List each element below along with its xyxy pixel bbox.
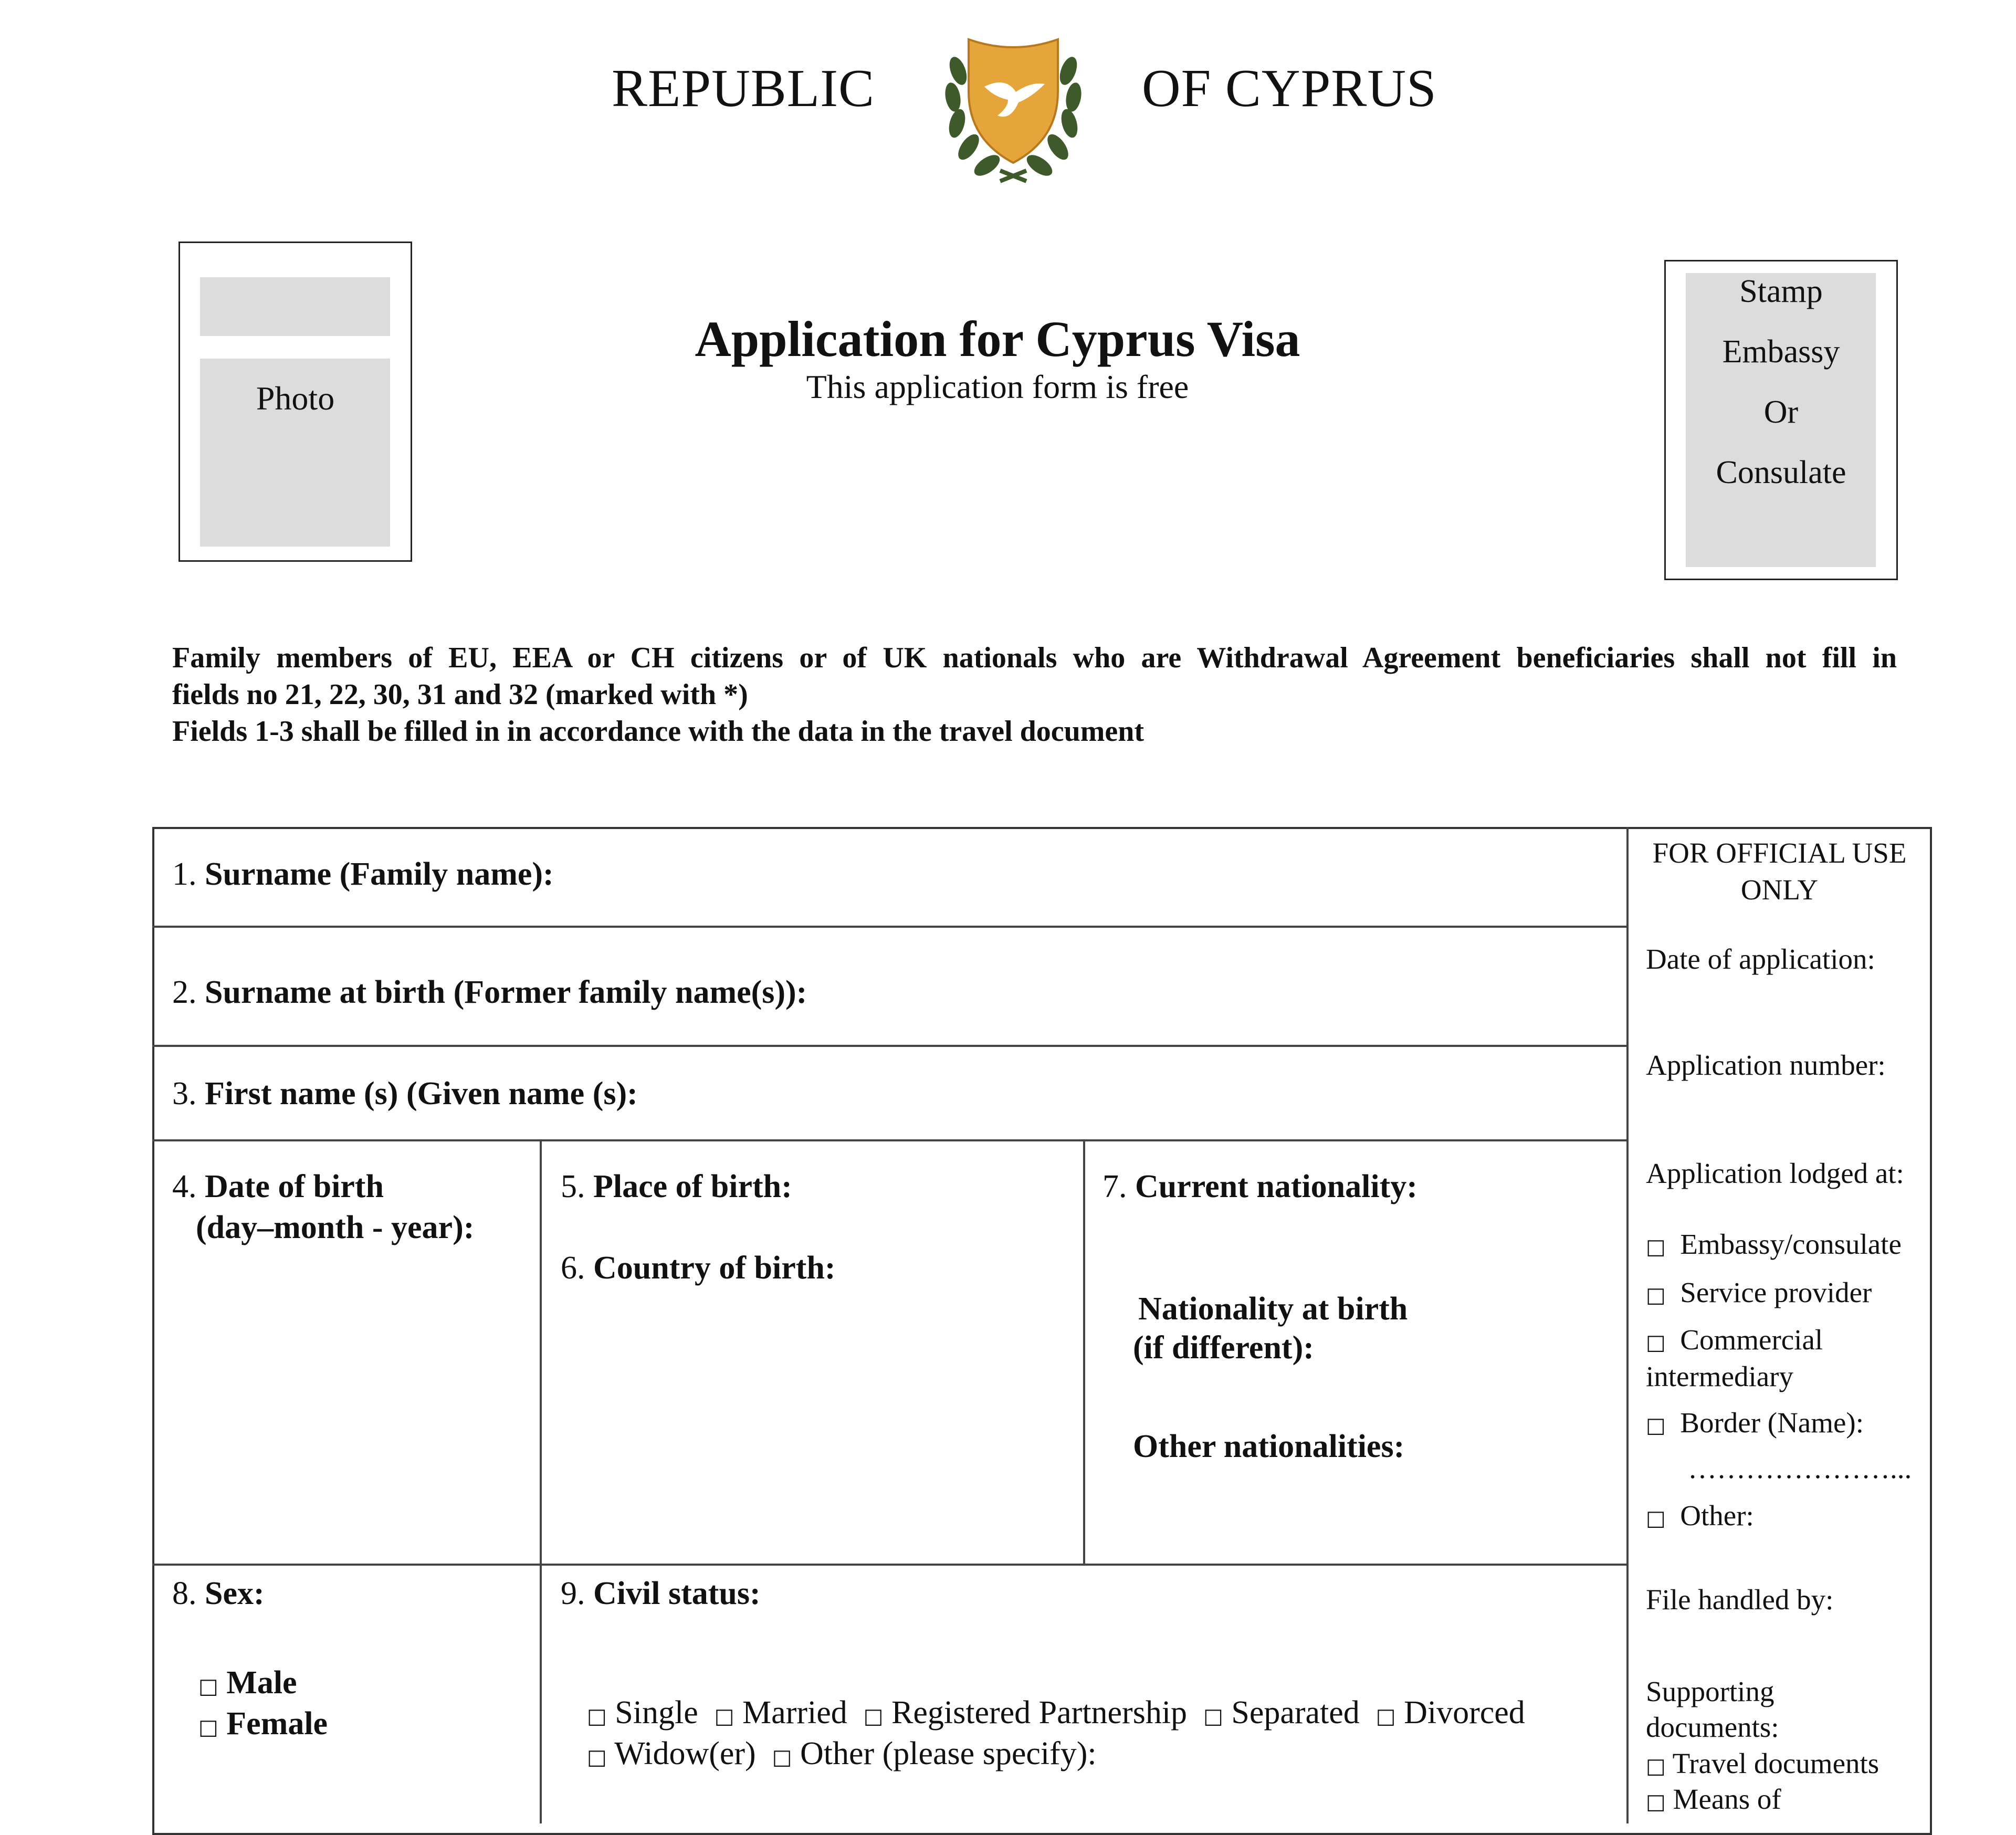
field-surname[interactable]: [172, 856, 554, 893]
field-num: 6.: [561, 1250, 585, 1286]
sex-option-female[interactable]: □ Female: [198, 1706, 328, 1742]
field-other-nationalities[interactable]: Other nationalities:: [1133, 1429, 1405, 1464]
checkbox-icon[interactable]: □: [1646, 1235, 1666, 1259]
civil-option-divorced[interactable]: □ Divorced: [1376, 1695, 1525, 1731]
note-line-3: Fields 1-3 shall be filled in in accordance with the data in the travel document: [172, 715, 1144, 748]
official-lodged-at: Application lodged at:: [1646, 1157, 1904, 1189]
supporting-option-travel-docs[interactable]: □ Travel documents: [1646, 1747, 1880, 1779]
field-label: Current nationality:: [1135, 1169, 1418, 1204]
header-left-word: REPUBLIC: [612, 59, 875, 118]
official-use-title: FOR OFFICIAL USE: [1652, 837, 1907, 869]
field-label: Date of birth: [205, 1169, 384, 1204]
civil-option-widow[interactable]: □ Widow(er): [587, 1736, 756, 1771]
field-civil-status: [561, 1575, 761, 1612]
stamp-line: Stamp: [1739, 274, 1823, 309]
checkbox-icon[interactable]: □: [1646, 1506, 1666, 1530]
checkbox-icon[interactable]: □: [1646, 1413, 1666, 1438]
coat-of-arms-icon: [932, 29, 1095, 192]
field-date-format: (day–month - year):: [196, 1210, 475, 1245]
page-subtitle: This application form is free: [806, 368, 1189, 405]
civil-status-row-2: [587, 1735, 1097, 1773]
checkbox-icon[interactable]: □: [198, 1715, 218, 1739]
civil-option-separated[interactable]: □ Separated: [1203, 1695, 1360, 1731]
field-label: First name (s) (Given name (s):: [205, 1076, 638, 1112]
civil-option-other[interactable]: □ Other (please specify):: [772, 1736, 1097, 1771]
lodged-option-service-provider[interactable]: □ Service provider: [1646, 1276, 1872, 1308]
official-supporting-docs: Supporting: [1646, 1675, 1774, 1707]
checkbox-icon[interactable]: □: [1646, 1330, 1666, 1355]
stamp-line: Consulate: [1716, 455, 1846, 490]
field-num: 7.: [1102, 1169, 1127, 1204]
checkbox-icon[interactable]: □: [198, 1674, 218, 1698]
header-right-word: OF CYPRUS: [1142, 59, 1437, 118]
lodged-option-commercial[interactable]: □ Commercial: [1646, 1324, 1823, 1356]
page-title: Application for Cyprus Visa: [695, 311, 1300, 367]
stamp-line: Or: [1763, 394, 1799, 430]
checkbox-icon[interactable]: □: [714, 1704, 734, 1728]
official-file-handled-by: File handled by:: [1646, 1584, 1834, 1616]
field-place-of-birth[interactable]: [561, 1168, 792, 1205]
field-label: Country of birth:: [593, 1250, 836, 1286]
field-label: Civil status:: [593, 1576, 761, 1611]
official-date-of-application: Date of application:: [1646, 943, 1875, 975]
civil-status-row-1: [587, 1694, 1525, 1732]
field-num: 5.: [561, 1169, 585, 1204]
official-use-title-2: ONLY: [1740, 874, 1819, 906]
field-num: 4.: [172, 1169, 197, 1204]
official-supporting-docs-2: documents:: [1646, 1711, 1779, 1743]
checkbox-icon[interactable]: □: [863, 1704, 884, 1728]
field-label: Place of birth:: [593, 1169, 792, 1204]
note-line-2: fields no 21, 22, 30, 31 and 32 (marked with *): [172, 678, 748, 711]
checkbox-icon[interactable]: □: [587, 1745, 607, 1769]
checkbox-icon[interactable]: □: [1376, 1704, 1396, 1728]
checkbox-icon[interactable]: □: [587, 1704, 607, 1728]
civil-option-married[interactable]: □ Married: [714, 1695, 847, 1731]
field-first-name[interactable]: [172, 1075, 638, 1113]
field-num: 1.: [172, 856, 197, 892]
sex-option-male[interactable]: □ Male: [198, 1665, 297, 1701]
checkbox-icon[interactable]: □: [1646, 1754, 1666, 1778]
field-label: Sex:: [205, 1576, 265, 1611]
lodged-option-other[interactable]: □ Other:: [1646, 1500, 1754, 1532]
civil-option-single[interactable]: □ Single: [587, 1695, 698, 1731]
note-line-1: Family members of EU, EEA or CH citizens or of UK nationals who are Withdrawal Agreement beneficiaries shall not fill in: [172, 642, 1897, 674]
checkbox-icon[interactable]: □: [1203, 1704, 1223, 1728]
field-nationality-if-different: (if different):: [1133, 1330, 1314, 1366]
checkbox-icon[interactable]: □: [1646, 1283, 1666, 1307]
stamp-line: Embassy: [1722, 334, 1840, 370]
photo-label: Photo: [256, 380, 335, 417]
field-label: Surname at birth (Former family name(s)):: [205, 974, 807, 1010]
field-label: Surname (Family name):: [205, 856, 554, 892]
field-nationality-at-birth[interactable]: Nationality at birth: [1138, 1291, 1408, 1327]
civil-option-registered-partnership[interactable]: □ Registered Partnership: [863, 1695, 1188, 1731]
field-country-of-birth[interactable]: [561, 1250, 836, 1287]
lodged-option-border[interactable]: □ Border (Name):: [1646, 1407, 1864, 1439]
lodged-option-embassy[interactable]: □ Embassy/consulate: [1646, 1228, 1902, 1260]
border-name-dots: …………………...: [1688, 1452, 1912, 1484]
checkbox-icon[interactable]: □: [1646, 1790, 1666, 1814]
supporting-option-means[interactable]: □ Means of: [1646, 1783, 1781, 1815]
field-num: 8.: [172, 1576, 197, 1611]
field-num: 2.: [172, 974, 197, 1010]
field-surname-at-birth[interactable]: [172, 974, 807, 1011]
field-current-nationality[interactable]: [1102, 1168, 1418, 1205]
field-num: 9.: [561, 1576, 585, 1611]
checkbox-icon[interactable]: □: [772, 1745, 792, 1769]
field-num: 3.: [172, 1076, 197, 1112]
field-date-of-birth[interactable]: [172, 1168, 384, 1205]
lodged-option-intermediary: intermediary: [1646, 1360, 1793, 1392]
field-sex: [172, 1575, 265, 1612]
official-application-number: Application number:: [1646, 1049, 1886, 1081]
